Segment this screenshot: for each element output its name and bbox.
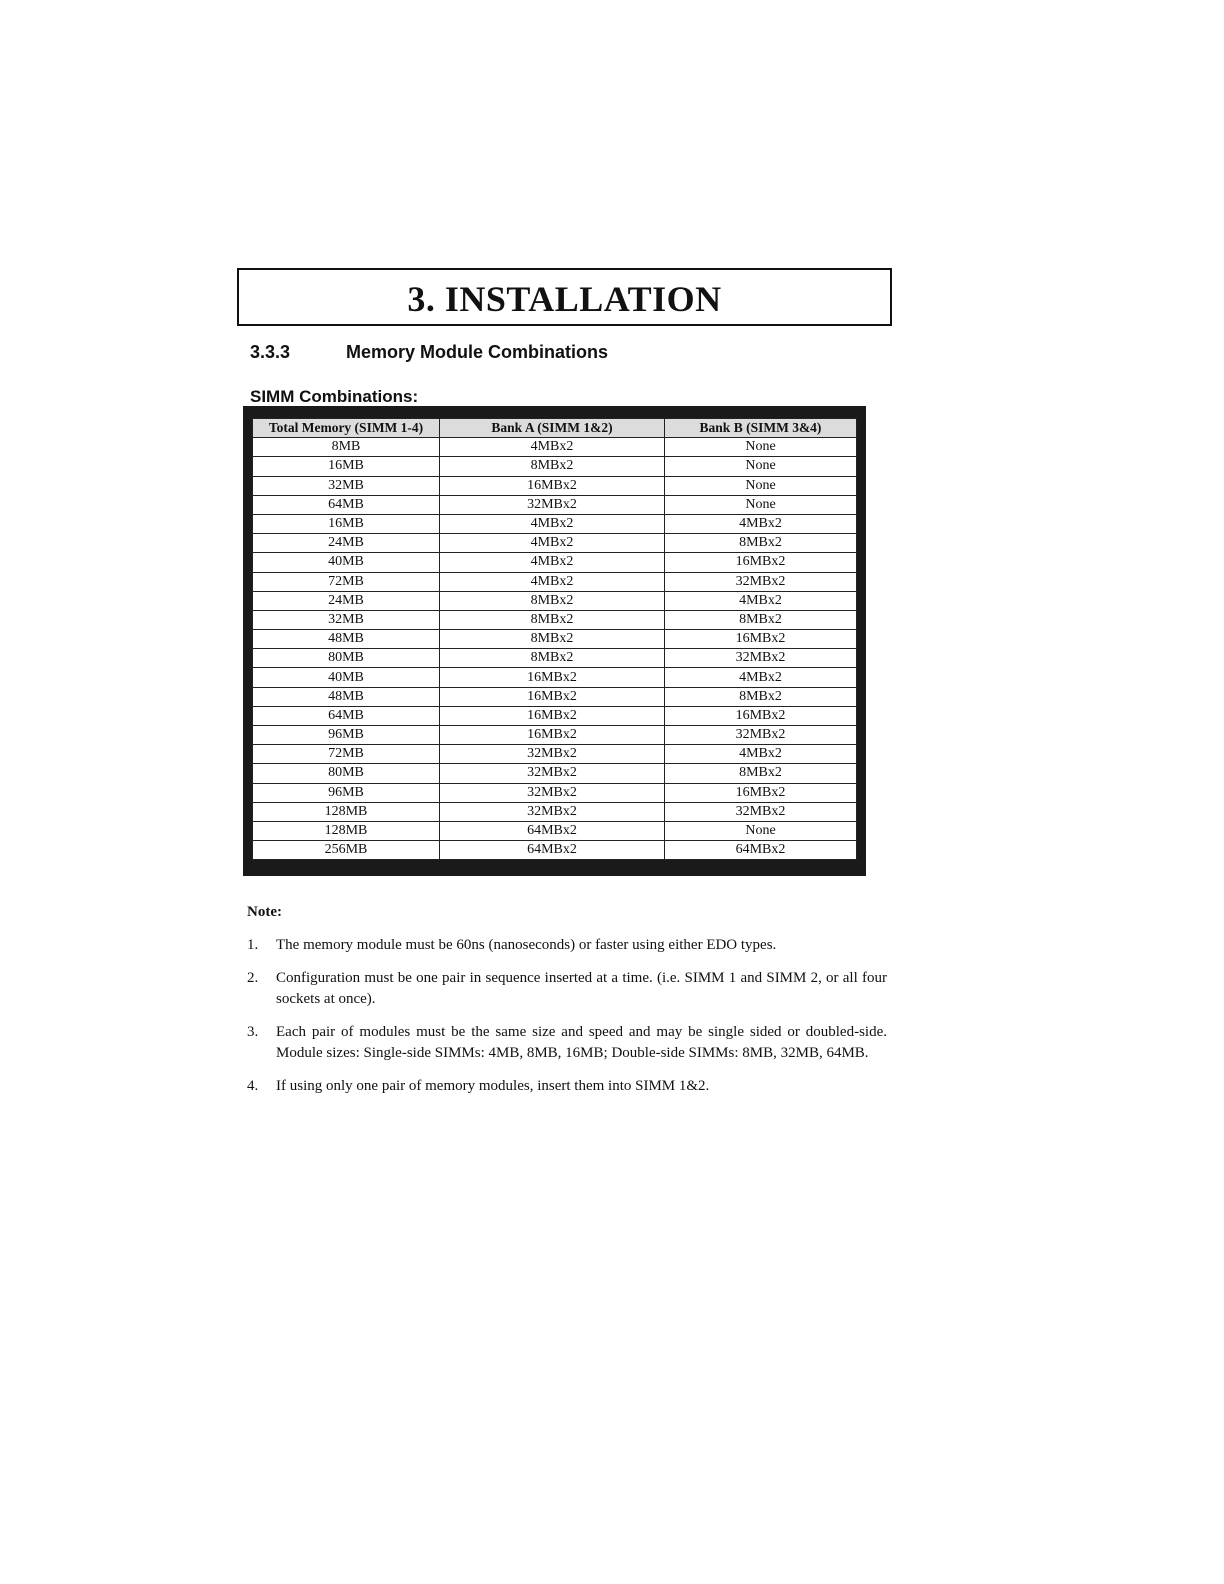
simm-combinations-table xyxy=(252,418,857,860)
cell-bank-b: 4MBx2 xyxy=(665,591,857,610)
table-row xyxy=(253,553,857,572)
cell-total-memory: 64MB xyxy=(253,495,440,514)
cell-bank-a: 4MBx2 xyxy=(440,514,665,533)
note-text: Configuration must be one pair in sequence inserted at a time. (i.e. SIMM 1 and SIMM 2, or all four sockets at once). xyxy=(276,970,887,1007)
note-number: 2. xyxy=(247,970,259,986)
table-row xyxy=(253,726,857,745)
cell-total-memory: 64MB xyxy=(253,706,440,725)
table-row xyxy=(253,821,857,840)
table-row xyxy=(253,745,857,764)
cell-total-memory: 80MB xyxy=(253,764,440,783)
cell-bank-a: 8MBx2 xyxy=(440,649,665,668)
table-row xyxy=(253,649,857,668)
note-item xyxy=(247,1022,887,1064)
table-row xyxy=(253,764,857,783)
table-row xyxy=(253,457,857,476)
cell-total-memory: 96MB xyxy=(253,783,440,802)
table-row xyxy=(253,687,857,706)
table-header-row xyxy=(253,419,857,438)
table-row xyxy=(253,591,857,610)
section-title: Memory Module Combinations xyxy=(346,342,609,362)
note-text: The memory module must be 60ns (nanoseconds) or faster using either EDO types. xyxy=(276,937,777,953)
cell-bank-a: 16MBx2 xyxy=(440,706,665,725)
note-number: 1. xyxy=(247,937,259,953)
cell-total-memory: 128MB xyxy=(253,821,440,840)
header-bank-b: Bank B (SIMM 3&4) xyxy=(665,419,857,438)
cell-total-memory: 80MB xyxy=(253,649,440,668)
table-row xyxy=(253,706,857,725)
cell-bank-b: 8MBx2 xyxy=(665,534,857,553)
cell-total-memory: 32MB xyxy=(253,610,440,629)
cell-bank-b: 32MBx2 xyxy=(665,649,857,668)
cell-total-memory: 72MB xyxy=(253,745,440,764)
cell-bank-b: 4MBx2 xyxy=(665,514,857,533)
cell-total-memory: 40MB xyxy=(253,553,440,572)
cell-bank-b: 32MBx2 xyxy=(665,726,857,745)
cell-bank-b: 32MBx2 xyxy=(665,572,857,591)
table-row xyxy=(253,841,857,860)
cell-total-memory: 48MB xyxy=(253,687,440,706)
cell-total-memory: 48MB xyxy=(253,630,440,649)
cell-bank-a: 16MBx2 xyxy=(440,476,665,495)
cell-bank-b: 8MBx2 xyxy=(665,764,857,783)
table-row xyxy=(253,610,857,629)
cell-bank-b: None xyxy=(665,821,857,840)
table-row xyxy=(253,783,857,802)
cell-bank-a: 32MBx2 xyxy=(440,802,665,821)
table-body xyxy=(253,438,857,860)
cell-bank-a: 8MBx2 xyxy=(440,610,665,629)
note-item xyxy=(247,935,887,956)
chapter-title: 3. INSTALLATION xyxy=(407,279,722,319)
cell-bank-a: 64MBx2 xyxy=(440,821,665,840)
cell-bank-a: 32MBx2 xyxy=(440,783,665,802)
cell-total-memory: 16MB xyxy=(253,457,440,476)
cell-bank-a: 4MBx2 xyxy=(440,438,665,457)
cell-total-memory: 8MB xyxy=(253,438,440,457)
note-item xyxy=(247,968,887,1010)
table-row xyxy=(253,438,857,457)
table-row xyxy=(253,476,857,495)
cell-bank-a: 64MBx2 xyxy=(440,841,665,860)
table-row xyxy=(253,514,857,533)
cell-bank-a: 32MBx2 xyxy=(440,745,665,764)
cell-bank-a: 32MBx2 xyxy=(440,495,665,514)
notes-list xyxy=(247,935,887,1097)
notes-title: Note: xyxy=(247,904,282,920)
cell-bank-b: 16MBx2 xyxy=(665,630,857,649)
table-row xyxy=(253,495,857,514)
cell-bank-b: 16MBx2 xyxy=(665,553,857,572)
cell-bank-b: 8MBx2 xyxy=(665,610,857,629)
cell-total-memory: 16MB xyxy=(253,514,440,533)
simm-table-frame xyxy=(243,406,866,876)
table-row xyxy=(253,630,857,649)
table-row xyxy=(253,802,857,821)
cell-total-memory: 40MB xyxy=(253,668,440,687)
cell-total-memory: 128MB xyxy=(253,802,440,821)
cell-bank-a: 16MBx2 xyxy=(440,726,665,745)
cell-bank-a: 16MBx2 xyxy=(440,668,665,687)
note-item xyxy=(247,1076,887,1097)
cell-bank-b: 16MBx2 xyxy=(665,706,857,725)
notes-section xyxy=(247,902,887,1109)
cell-bank-b: 16MBx2 xyxy=(665,783,857,802)
note-text: Each pair of modules must be the same size and speed and may be single sided or doubled-side. Module sizes: Single-side SIMMs: 4MB, 8MB, 16MB; Double-side SIMMs: 8MB, 32MB, 64MB. xyxy=(276,1024,887,1061)
cell-total-memory: 72MB xyxy=(253,572,440,591)
cell-total-memory: 24MB xyxy=(253,534,440,553)
cell-bank-a: 4MBx2 xyxy=(440,534,665,553)
cell-bank-b: 32MBx2 xyxy=(665,802,857,821)
cell-bank-b: None xyxy=(665,457,857,476)
cell-bank-a: 4MBx2 xyxy=(440,572,665,591)
cell-bank-b: 8MBx2 xyxy=(665,687,857,706)
cell-bank-b: None xyxy=(665,495,857,514)
cell-total-memory: 24MB xyxy=(253,591,440,610)
cell-total-memory: 256MB xyxy=(253,841,440,860)
cell-total-memory: 32MB xyxy=(253,476,440,495)
table-row xyxy=(253,572,857,591)
cell-bank-b: 4MBx2 xyxy=(665,668,857,687)
header-total-memory: Total Memory (SIMM 1-4) xyxy=(253,419,440,438)
cell-total-memory: 96MB xyxy=(253,726,440,745)
cell-bank-a: 8MBx2 xyxy=(440,591,665,610)
section-heading xyxy=(250,342,608,363)
cell-bank-b: 4MBx2 xyxy=(665,745,857,764)
cell-bank-b: 64MBx2 xyxy=(665,841,857,860)
note-number: 4. xyxy=(247,1078,259,1094)
simm-combinations-heading: SIMM Combinations: xyxy=(250,387,419,406)
table-row xyxy=(253,668,857,687)
cell-bank-b: None xyxy=(665,438,857,457)
cell-bank-a: 8MBx2 xyxy=(440,630,665,649)
cell-bank-a: 16MBx2 xyxy=(440,687,665,706)
cell-bank-b: None xyxy=(665,476,857,495)
table-row xyxy=(253,534,857,553)
section-number: 3.3.3 xyxy=(250,342,291,362)
cell-bank-a: 8MBx2 xyxy=(440,457,665,476)
header-bank-a: Bank A (SIMM 1&2) xyxy=(440,419,665,438)
cell-bank-a: 32MBx2 xyxy=(440,764,665,783)
cell-bank-a: 4MBx2 xyxy=(440,553,665,572)
note-number: 3. xyxy=(247,1024,259,1040)
chapter-header-box xyxy=(237,268,892,326)
note-text: If using only one pair of memory modules, insert them into SIMM 1&2. xyxy=(276,1078,710,1094)
